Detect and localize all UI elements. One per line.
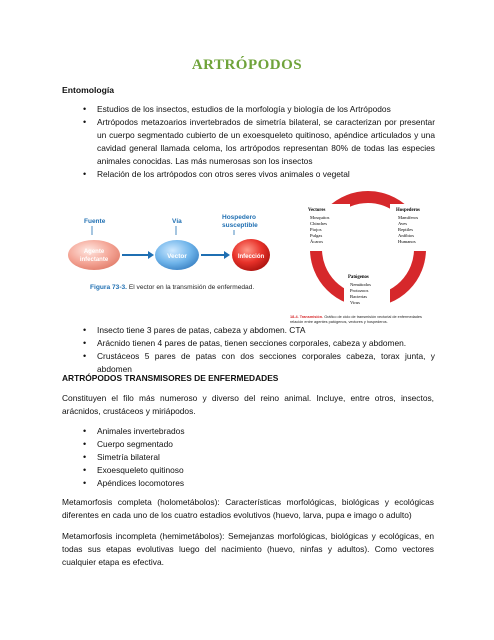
figure-left-caption-text: El vector en la transmisión de enfermedad. xyxy=(127,284,255,291)
list-item: • Apéndices locomotores xyxy=(83,477,435,490)
figure-left-caption xyxy=(90,284,254,291)
node-vector-label: Vector xyxy=(167,253,187,260)
vectores-item: Pulgas xyxy=(310,233,323,238)
vectores-item: Chinches xyxy=(310,221,328,226)
hospederos-item: Reptiles xyxy=(398,227,414,232)
metamorfosis-incompleta: Metamorfosis incompleta (hemimetábolos): Semejanzas morfológicas, biológicas y ecológicas, en todas sus etapas evolutivas luego del nacimiento (huevo, ninfas y adultos). Como vectores cualquier etapa es efectiva. xyxy=(62,531,434,567)
label-fuente: Fuente xyxy=(84,218,106,225)
list-item: • Insecto tiene 3 pares de patas, cabeza y abdomen. CTA xyxy=(83,324,435,337)
vectores-item: Piojos xyxy=(310,227,322,232)
list-item: • Arácnido tienen 4 pares de patas, tienen secciones corporales, cabeza y abdomen. xyxy=(83,337,435,350)
figure-right-caption-line1: 18-4. Transmisión. Gráfico de ciclo de transmisión vectorial de enfermedades xyxy=(290,315,422,319)
figure-left-caption-prefix: Figura 73-3. xyxy=(90,284,128,291)
list-item: • Cuerpo segmentado xyxy=(83,438,435,451)
hospederos-item: Anfibios xyxy=(398,233,415,238)
node-agente xyxy=(68,240,120,270)
vector-transmission-figure xyxy=(64,209,274,319)
list-item: • Relación de los artrópodos con otros seres vivos animales o vegetal xyxy=(83,168,435,181)
label-hospedero-line2: susceptible xyxy=(222,222,258,229)
label-via: Vía xyxy=(172,218,182,225)
list-item: • Simetría bilateral xyxy=(83,451,435,464)
figure-right-caption-prefix: 18-4. Transmisión. xyxy=(290,315,324,319)
list-item: • Exoesqueleto quitinoso xyxy=(83,464,435,477)
list-item: • Artrópodos metazoarios invertebrados de simetría bilateral, se caracterizan por presentar un cuerpo segmentado cubierto de un exoesqueleto quitinoso, apéndice articulados y una cavidad general llamada celoma, los artrópodos representan 80% de todas las especies animales conocidas. Las más numerosas son los insectos xyxy=(83,116,435,168)
patogenos-item: Protozoos xyxy=(350,288,369,293)
figures-row xyxy=(64,187,436,327)
figure-right-caption-line2: relación entre agentes patógenos, vectores y hospederos. xyxy=(290,320,388,324)
hospederos-item: Mamíferos xyxy=(398,215,419,220)
label-hospedero-line1: Hospedero xyxy=(222,214,256,221)
node-agente-line1: Agente xyxy=(83,249,105,255)
metamorfosis-completa: Metamorfosis completa (holometábolos): Características morfológicas, biológicas y ecológicas diferentes en cada uno de los cuatro estadios evolutivos (huevo, larva, pupa e imago o adulto) xyxy=(62,497,434,520)
patogenos-item: Bacterias xyxy=(350,294,368,299)
grupos-list xyxy=(83,324,435,376)
hospederos-item: Aves xyxy=(398,221,408,226)
patogenos-title: Patógenos xyxy=(348,275,369,280)
vectores-title: Vectores xyxy=(308,208,326,213)
entomologia-list xyxy=(83,103,435,181)
transmisores-intro: Constituyen el filo más numeroso y diverso del reino animal. Incluye, entre otros, insectos, arácnidos, crustáceos y miriápodos. xyxy=(62,393,434,416)
arrow-head xyxy=(148,251,154,259)
transmission-cycle-figure xyxy=(290,187,460,327)
transmisores-list xyxy=(83,425,435,490)
hospederos-title: Hospederos xyxy=(396,208,420,213)
patogenos-item: Virus xyxy=(350,300,360,305)
arrow-head xyxy=(224,251,230,259)
list-item: • Crustáceos 5 pares de patas con dos secciones corporales cabeza, torax junta, y abdomen xyxy=(83,350,435,376)
node-agente-line2: infectante xyxy=(79,257,109,263)
patogenos-item: Nemátodos xyxy=(350,282,371,287)
hospederos-item: Humanos xyxy=(398,239,416,244)
list-item: • Animales invertebrados xyxy=(83,425,435,438)
section-heading-transmisores: ARTRÓPODOS TRANSMISORES DE ENFERMEDADES xyxy=(62,373,279,383)
list-item: • Estudios de los insectos, estudios de la morfología y biología de los Artrópodos xyxy=(83,103,435,116)
vectores-item: Mosquitos xyxy=(310,215,330,220)
node-infeccion-label: Infección xyxy=(237,254,265,260)
page-title: ARTRÓPODOS xyxy=(191,57,303,73)
section-heading-entomologia: Entomología xyxy=(62,85,115,95)
vectores-item: Ácaros xyxy=(310,239,324,244)
